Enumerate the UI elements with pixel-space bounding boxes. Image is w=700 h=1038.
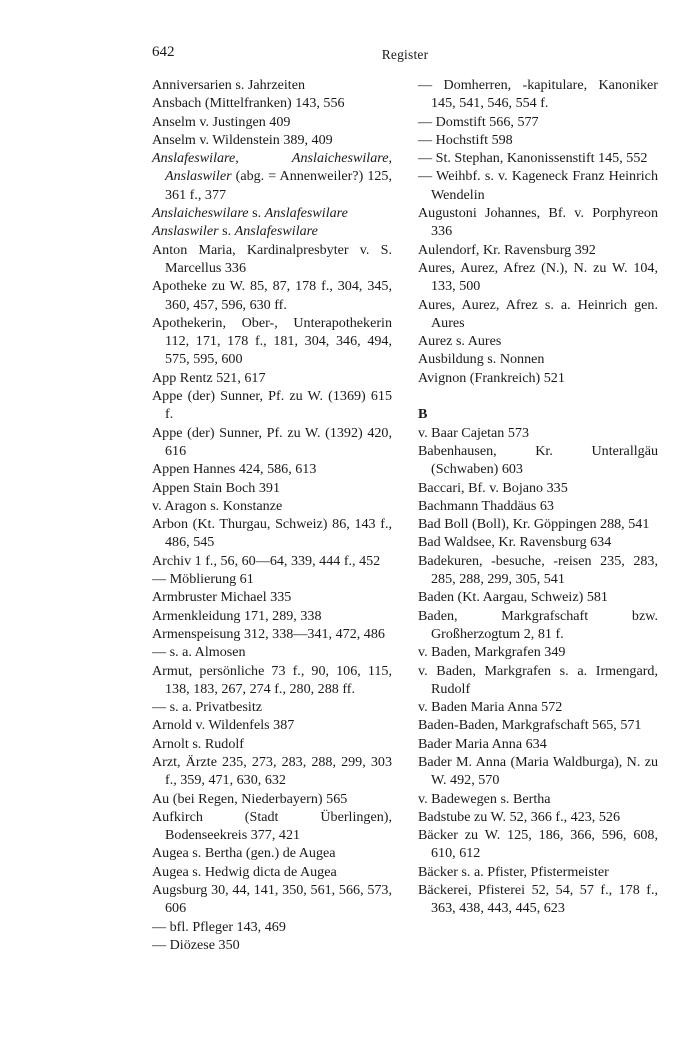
register-entry: Ansbach (Mittelfranken) 143, 556: [152, 95, 345, 112]
register-entry: Anton Maria, Kardinalpresbyter v. S. Marcellus 336: [152, 241, 392, 276]
register-entry: Avignon (Frankreich) 521: [418, 369, 565, 386]
register-entry: Anselm v. Wildenstein 389, 409: [152, 131, 333, 148]
register-entry: Bäcker zu W. 125, 186, 366, 596, 608, 610, 612: [418, 827, 658, 862]
register-entry: Bad Waldsee, Kr. Ravensburg 634: [418, 534, 612, 551]
register-entry: Arnolt s. Rudolf: [152, 735, 245, 752]
register-entry: — Hochstift 598: [418, 131, 513, 148]
register-entry: — s. a. Privatbesitz: [152, 699, 262, 716]
register-entry: Appen Hannes 424, 586, 613: [152, 461, 317, 478]
register-entry: Anniversarien s. Jahrzeiten: [152, 77, 306, 93]
register-entry: — Möblierung 61: [152, 571, 254, 588]
register-entry: Appe (der) Sunner, Pf. zu W. (1392) 420, 616: [152, 424, 392, 459]
register-entry: Arnold v. Wildenfels 387: [152, 717, 295, 734]
register-entry: Appe (der) Sunner, Pf. zu W. (1369) 615 f.: [152, 388, 392, 423]
register-entry: Augustoni Johannes, Bf. v. Porphyreon 336: [418, 205, 658, 240]
register-entry: Armbruster Michael 335: [152, 589, 292, 606]
register-entry: Baden-Baden, Markgrafschaft 565, 571: [418, 717, 642, 734]
register-entry: Ausbildung s. Nonnen: [418, 351, 545, 368]
register-entry: v. Baar Cajetan 573: [418, 424, 530, 441]
register-entry: — Domstift 566, 577: [418, 113, 539, 130]
register-entry: Anslaicheswilare s. Anslafeswilare: [152, 205, 348, 222]
page-number: 642: [152, 44, 175, 60]
register-entry: Badekuren, -besuche, -reisen 235, 283, 285, 288, 299, 305, 541: [418, 552, 658, 588]
register-entry: v. Baden, Markgrafen 349: [418, 644, 566, 661]
running-head: Register: [381, 47, 429, 62]
register-entry: — St. Stephan, Kanonissenstift 145, 552: [418, 150, 648, 167]
register-entry: Anslafeswilare, Anslaicheswilare, Anslaswiler (abg. = Annenweiler?) 125, 361 f., 377: [152, 150, 392, 203]
register-entry: Apothekerin, Ober-, Unterapothekerin 112, 171, 178 f., 181, 304, 346, 494, 575, 595, 600: [152, 314, 392, 368]
register-entry: v. Baden, Markgrafen s. a. Irmengard, Rudolf: [418, 662, 658, 697]
register-entry: Au (bei Regen, Niederbayern) 565: [152, 790, 348, 807]
register-entry: Anslaswiler s. Anslafeswilare: [152, 223, 318, 240]
register-entry: Baccari, Bf. v. Bojano 335: [418, 479, 568, 496]
register-entry: Augsburg 30, 44, 141, 350, 561, 566, 573, 606: [152, 882, 392, 917]
register-column-right: [418, 76, 658, 918]
register-entry: v. Aragon s. Konstanze: [152, 497, 283, 514]
register-entry: Augea s. Bertha (gen.) de Augea: [152, 845, 336, 862]
register-entry: Armenspeisung 312, 338—341, 472, 486: [152, 625, 385, 642]
register-entry: App Rentz 521, 617: [152, 369, 266, 386]
register-entry: Appen Stain Boch 391: [152, 479, 281, 496]
register-column-left: [152, 76, 392, 954]
register-entry: Aures, Aurez, Afrez s. a. Heinrich gen. Aures: [418, 296, 658, 331]
register-entry: Aures, Aurez, Afrez (N.), N. zu W. 104, 133, 500: [418, 259, 658, 295]
register-entry: Badstube zu W. 52, 366 f., 423, 526: [418, 808, 620, 825]
register-entry: Apotheke zu W. 85, 87, 178 f., 304, 345, 360, 457, 596, 630 ff.: [152, 278, 392, 313]
register-entry: — Diözese 350: [152, 936, 240, 953]
register-entry: Anselm v. Justingen 409: [152, 113, 291, 130]
register-entry: Baden (Kt. Aargau, Schweiz) 581: [418, 589, 608, 606]
register-entry: — bfl. Pfleger 143, 469: [152, 918, 286, 935]
register-entry: Armenkleidung 171, 289, 338: [152, 607, 322, 624]
register-entry: Bader M. Anna (Maria Waldburga), N. zu W. 492, 570: [418, 753, 658, 789]
register-entry: Bäckerei, Pfisterei 52, 54, 57 f., 178 f., 363, 438, 443, 445, 623: [418, 882, 658, 917]
register-entry: Bachmann Thaddäus 63: [418, 497, 554, 514]
register-entry: Arbon (Kt. Thurgau, Schweiz) 86, 143 f., 486, 545: [152, 516, 392, 551]
register-entry: Arzt, Ärzte 235, 273, 283, 288, 299, 303 f., 359, 471, 630, 632: [152, 753, 392, 789]
register-entry: Babenhausen, Kr. Unterallgäu (Schwaben) 603: [418, 442, 658, 478]
register-entry: Bader Maria Anna 634: [418, 735, 547, 752]
register-entry: — Domherren, -kapitulare, Kanoniker 145, 541, 546, 554 f.: [418, 77, 658, 112]
register-entry: Aufkirch (Stadt Überlingen), Bodenseekreis 377, 421: [152, 808, 392, 844]
register-entry: v. Badewegen s. Bertha: [418, 790, 551, 807]
register-entry: Archiv 1 f., 56, 60—64, 339, 444 f., 452: [152, 552, 381, 569]
register-entry: Augea s. Hedwig dicta de Augea: [152, 863, 337, 880]
section-letter: B: [418, 406, 428, 423]
register-entry: v. Baden Maria Anna 572: [418, 699, 563, 716]
register-entry: — Weihbf. s. v. Kageneck Franz Heinrich Wendelin: [418, 168, 658, 203]
register-entry: Aurez s. Aures: [418, 333, 502, 350]
register-entry: Aulendorf, Kr. Ravensburg 392: [418, 241, 596, 258]
register-entry: — s. a. Almosen: [152, 644, 246, 661]
register-entry: Baden, Markgrafschaft bzw. Großherzogtum 2, 81 f.: [418, 607, 658, 642]
register-entry: Bad Boll (Boll), Kr. Göppingen 288, 541: [418, 516, 650, 533]
register-entry: Bäcker s. a. Pfister, Pfistermeister: [418, 863, 609, 880]
register-entry: Armut, persönliche 73 f., 90, 106, 115, 138, 183, 267, 274 f., 280, 288 ff.: [152, 662, 392, 697]
